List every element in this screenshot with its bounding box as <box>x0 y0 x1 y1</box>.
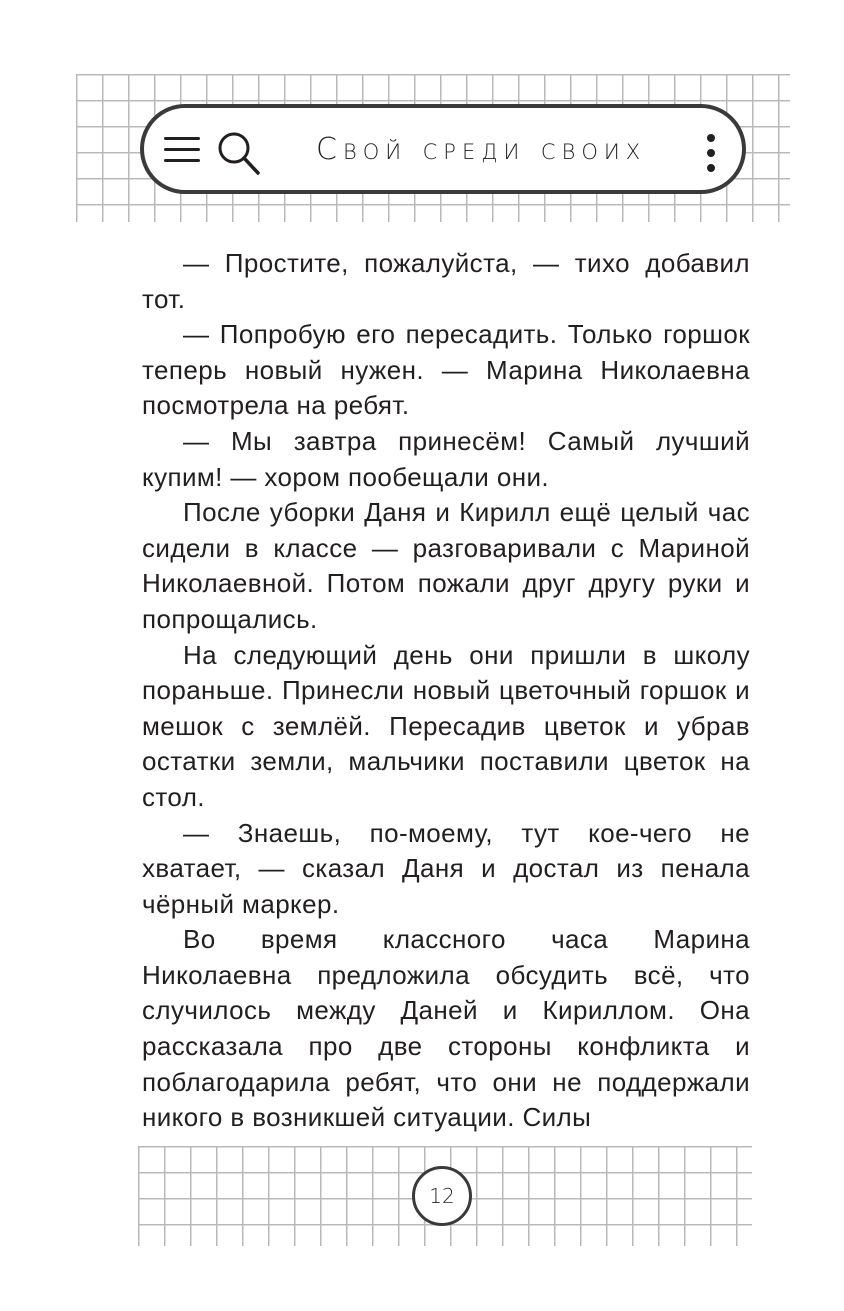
page-number: 12 <box>429 1184 455 1208</box>
paragraph: — Мы завтра принесём! Самый лучший купим! — хором пообещали они. <box>142 425 750 492</box>
paragraph: — Знаешь, по-моему, тут кое-чего не хватает, — сказал Даня и достал из пенала чёрный маркер. <box>142 817 750 919</box>
page-number-badge <box>412 1166 472 1226</box>
page-header-title: Свой среди своих <box>316 132 647 167</box>
paragraph: — Попробую его пересадить. Только горшок теперь новый нужен. — Марина Николаевна посмотрела на ребят. <box>142 319 750 421</box>
header-bar <box>140 104 746 194</box>
hamburger-menu-icon[interactable] <box>164 137 200 163</box>
paragraph: После уборки Даня и Кирилл ещё целый час сидели в классе — разговаривали с Мариной Николаевной. Потом пожали друг другу руки и попрощались. <box>142 497 750 634</box>
search-icon[interactable] <box>214 128 264 178</box>
vertical-dots-icon[interactable] <box>706 134 716 172</box>
paragraph: — Простите, пожалуйста, — тихо добавил тот. <box>142 248 750 314</box>
paragraph: На следующий день они пришли в школу пораньше. Принесли новый цветочный горшок и мешок с землёй. Пересадив цветок и убрав остатки земли, мальчики поставили цветок на стол. <box>142 639 750 812</box>
paragraph: Во время классного часа Марина Николаевна предложила обсудить всё, что случилось между Даней и Кириллом. Она рассказала про две стороны конфликта и поблагодарила ребят, что они не поддержали никого в возникшей ситуации. Силы <box>142 924 750 1133</box>
story-text <box>142 246 750 1136</box>
